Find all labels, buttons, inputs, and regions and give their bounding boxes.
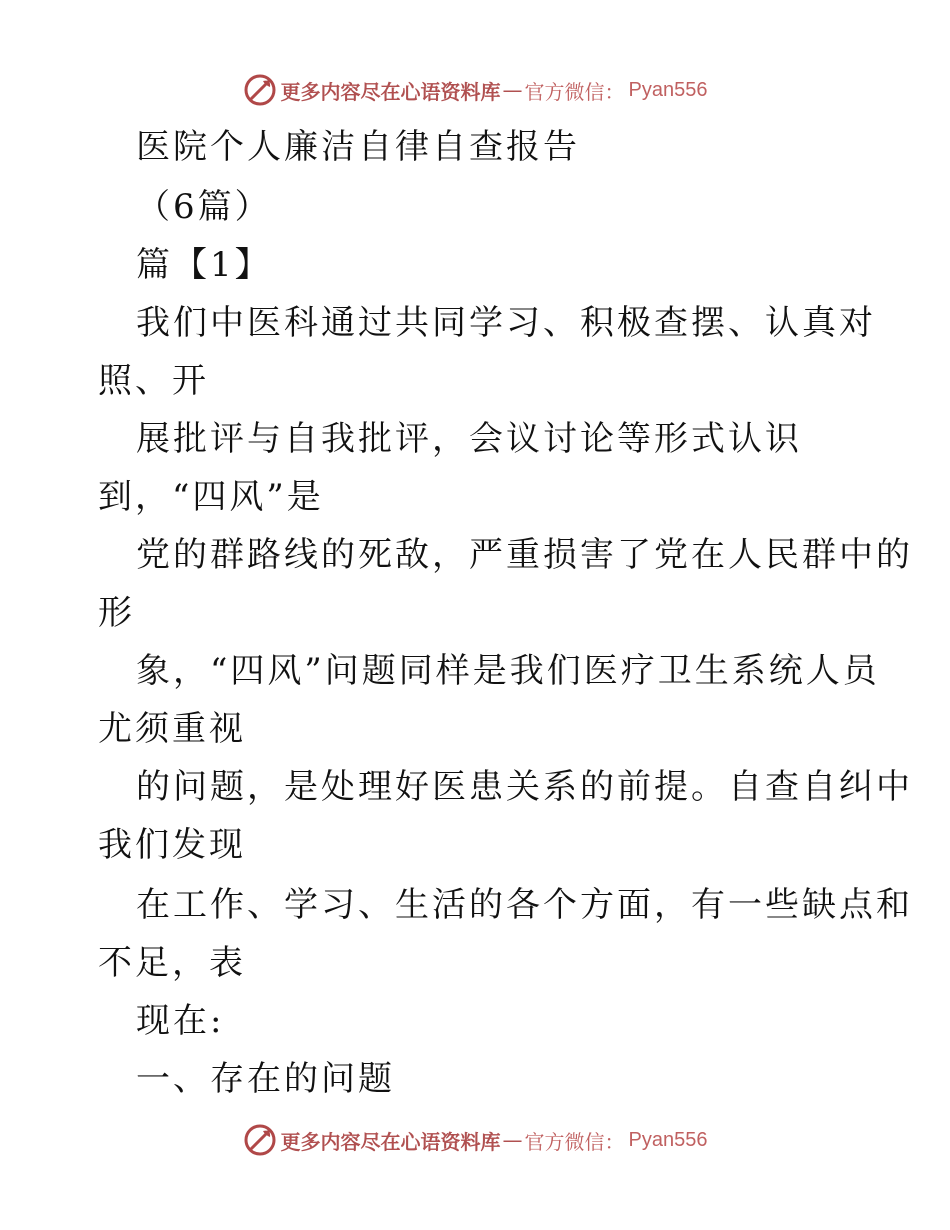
feather-logo-icon: [243, 1123, 277, 1157]
section-subheading: 一、存在的问题: [136, 1059, 395, 1099]
footer-banner: [0, 1120, 950, 1160]
banner-separator: —: [502, 1128, 523, 1152]
paragraph-line: 到，“四风”是: [98, 477, 324, 517]
banner-wechat-label: 官方微信：: [524, 79, 625, 104]
paragraph-line: 形: [98, 593, 135, 633]
paragraph-line: 现在:: [136, 1001, 225, 1041]
section-heading: 篇【1】: [136, 245, 272, 285]
document-title: 医院个人廉洁自律自查报告: [136, 127, 580, 167]
paragraph-line: 在工作、学习、生活的各个方面，有一些缺点和: [136, 885, 913, 925]
paragraph-line: 的问题，是处理好医患关系的前提。自查自纠中: [136, 767, 913, 807]
banner-separator: —: [502, 78, 523, 102]
paragraph-line: 不足，表: [98, 943, 246, 983]
paragraph-line: 展批评与自我批评，会议讨论等形式认识: [136, 419, 802, 459]
feather-logo-icon: [243, 73, 277, 107]
paragraph-line: 尤须重视: [98, 709, 246, 749]
header-banner: [0, 70, 950, 110]
paragraph-line: 党的群路线的死敌，严重损害了党在人民群中的: [136, 535, 913, 575]
paragraph-line: 象，“四风”问题同样是我们医疗卫生系统人员: [136, 651, 880, 691]
banner-brand-text: 更多内容尽在心语资料库: [280, 79, 501, 104]
paragraph-line: 我们发现: [98, 825, 246, 865]
banner-wechat-id: Pyan556: [628, 78, 708, 101]
banner-brand-text: 更多内容尽在心语资料库: [280, 1129, 501, 1154]
document-subtitle: （6篇）: [136, 187, 272, 227]
paragraph-line: 照、开: [98, 361, 209, 401]
banner-wechat-id: Pyan556: [628, 1128, 708, 1151]
paragraph-line: 我们中医科通过共同学习、积极查摆、认真对: [136, 303, 876, 343]
banner-wechat-label: 官方微信：: [524, 1129, 625, 1154]
